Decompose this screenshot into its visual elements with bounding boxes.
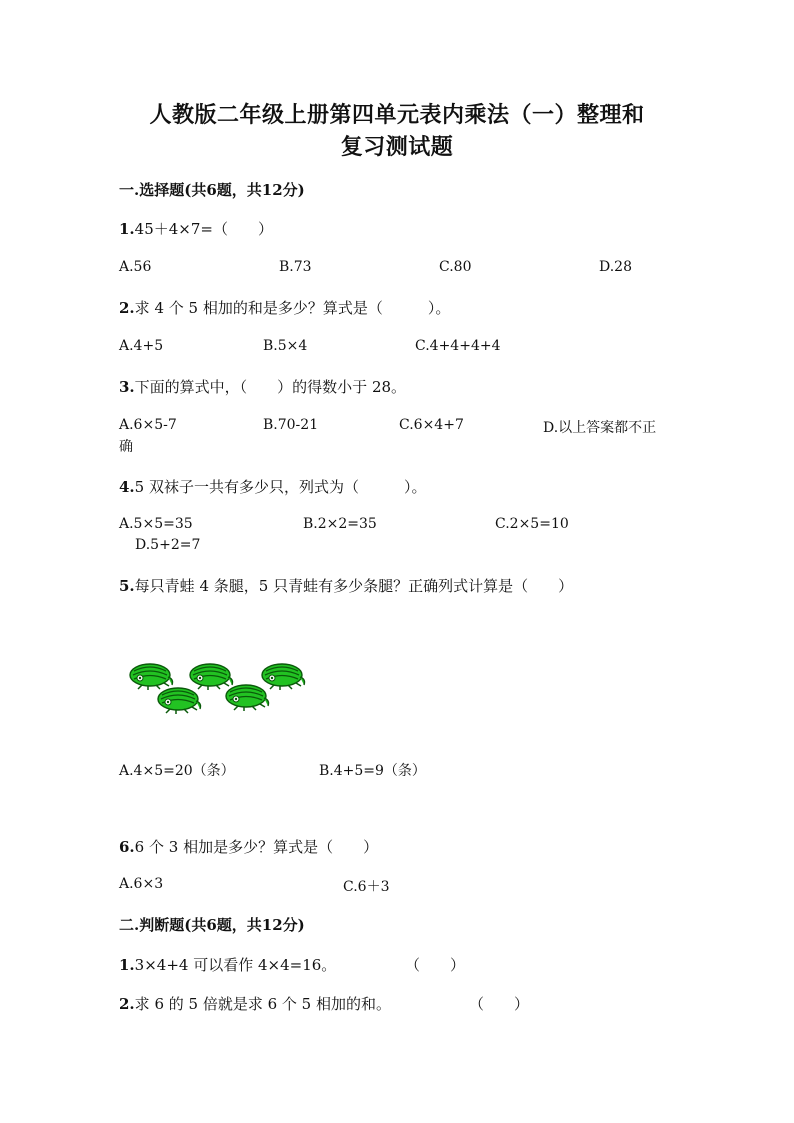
q4-option-b[interactable]: B.2×2=35 — [303, 516, 377, 532]
question-text: 求 4 个 5 相加的和是多少？算式是（ ）。 — [134, 299, 451, 317]
question-number: 3. — [119, 378, 135, 396]
q2-option-c[interactable]: C.4+4+4+4 — [415, 338, 501, 354]
question-5 — [119, 575, 573, 596]
question-1 — [119, 218, 273, 239]
question-number: 1. — [119, 956, 135, 974]
judgement-2-answer-blank[interactable]: （ ） — [469, 995, 530, 1013]
q3-option-d[interactable]: D.以上答案都不正 — [543, 420, 657, 436]
q4-option-c[interactable]: C.2×5=10 — [495, 516, 569, 532]
question-2 — [119, 297, 450, 318]
q2-option-b[interactable]: B.5×4 — [263, 338, 308, 354]
q1-option-c[interactable]: C.80 — [439, 259, 472, 275]
question-3 — [119, 376, 406, 397]
q1-option-d[interactable]: D.28 — [599, 259, 632, 275]
q3-option-a[interactable]: A.6×5-7 — [119, 417, 177, 433]
question-number: 1. — [119, 220, 135, 238]
q3-option-d-wrap: 确 — [119, 439, 133, 455]
question-text: 3×4+4 可以看作 4×4=16。 — [134, 956, 337, 974]
judgement-2 — [119, 993, 391, 1014]
frog-icon — [226, 685, 269, 711]
q2-option-a[interactable]: A.4+5 — [119, 338, 164, 354]
judgement-1 — [119, 954, 336, 975]
question-number: 2. — [119, 299, 135, 317]
question-number: 2. — [119, 995, 135, 1013]
q5-option-a[interactable]: A.4×5=20（条） — [119, 763, 235, 779]
question-number: 6. — [119, 838, 135, 856]
question-text: 6 个 3 相加是多少？算式是（ ） — [134, 838, 379, 856]
frogs-illustration — [126, 655, 316, 725]
q6-option-c[interactable]: C.6＋3 — [343, 879, 390, 895]
question-4 — [119, 476, 427, 497]
section-heading-true-false: 二.判断题(共6题，共12分) — [119, 916, 305, 934]
question-text: 每只青蛙 4 条腿，5 只青蛙有多少条腿？正确列式计算是（ ） — [134, 577, 574, 595]
question-text: 45＋4×7=（ ） — [134, 220, 273, 238]
frog-icon — [130, 664, 173, 690]
question-number: 4. — [119, 478, 135, 496]
q4-option-a[interactable]: A.5×5=35 — [119, 516, 193, 532]
worksheet-title-line1: 人教版二年级上册第四单元表内乘法（一）整理和 — [149, 102, 645, 128]
q3-option-b[interactable]: B.70-21 — [263, 417, 319, 433]
q3-option-c[interactable]: C.6×4+7 — [399, 417, 464, 433]
q6-option-a[interactable]: A.6×3 — [119, 876, 164, 892]
question-text: 5 双袜子一共有多少只，列式为（ ）。 — [134, 478, 427, 496]
q4-option-d[interactable]: D.5+2=7 — [135, 537, 201, 553]
worksheet-title-line2: 复习测试题 — [340, 134, 454, 160]
question-number: 5. — [119, 577, 135, 595]
q5-option-b[interactable]: B.4+5=9（条） — [319, 763, 426, 779]
frog-icon — [158, 688, 201, 714]
question-text: 求 6 的 5 倍就是求 6 个 5 相加的和。 — [134, 995, 391, 1013]
frog-icon — [262, 664, 305, 690]
section-heading-multiple-choice: 一.选择题(共6题，共12分) — [119, 181, 305, 199]
judgement-1-answer-blank[interactable]: （ ） — [405, 956, 466, 974]
q1-option-a[interactable]: A.56 — [119, 259, 152, 275]
q1-option-b[interactable]: B.73 — [279, 259, 312, 275]
question-6 — [119, 836, 378, 857]
question-text: 下面的算式中，（ ）的得数小于 28。 — [134, 378, 407, 396]
frog-icon — [190, 664, 233, 690]
